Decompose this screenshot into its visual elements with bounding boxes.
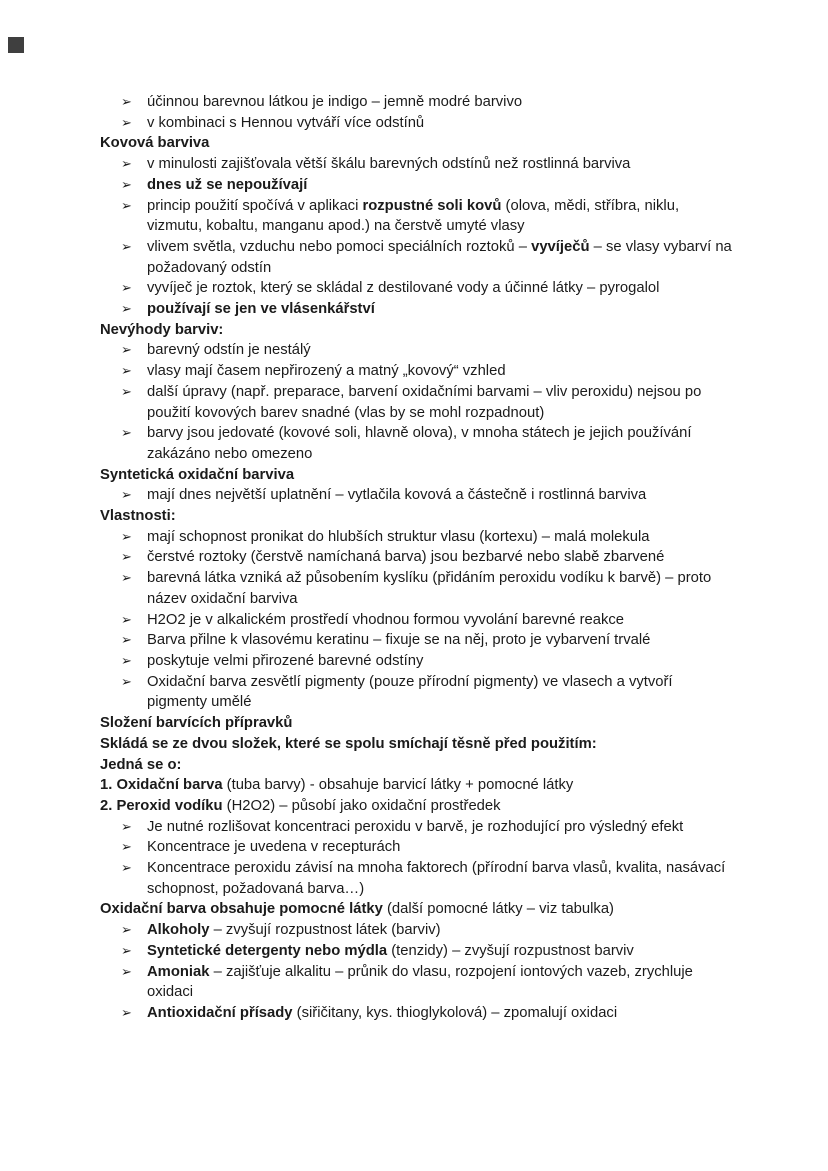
text-segment: princip použití spočívá v aplikaci xyxy=(147,197,363,214)
text-segment: Složení barvících přípravků xyxy=(100,715,293,732)
text-segment: (siřičitany, kys. thioglykolová) – zpomalují oxidaci xyxy=(292,1004,618,1021)
text-segment: Oxidační barva obsahuje pomocné látky xyxy=(100,901,383,918)
bullet-arrow-icon: ➢ xyxy=(121,652,132,668)
text-segment: Kovová barviva xyxy=(100,135,210,152)
paragraph xyxy=(100,899,736,920)
bullet-item xyxy=(100,340,736,361)
text-segment: Vlastnosti: xyxy=(100,508,176,525)
bullet-arrow-icon: ➢ xyxy=(121,280,132,296)
bullet-item xyxy=(100,527,736,548)
bullet-arrow-icon: ➢ xyxy=(121,301,132,317)
heading xyxy=(100,713,736,734)
text-segment: Amoniak xyxy=(147,963,210,980)
text-segment: Je nutné rozlišovat koncentraci peroxidu v barvě, je rozhodující pro výsledný efekt xyxy=(147,818,684,835)
bullet-arrow-icon: ➢ xyxy=(121,94,132,109)
text-segment: Skládá se ze dvou složek, které se spolu smíchají těsně před použitím: xyxy=(100,735,597,752)
bullet-item xyxy=(100,485,736,506)
bullet-arrow-icon: ➢ xyxy=(121,528,132,544)
bullet-item xyxy=(100,920,736,941)
text-segment: čerstvé roztoky (čerstvě namíchaná barva) jsou bezbarvé nebo slabě zbarvené xyxy=(147,549,665,566)
bullet-item xyxy=(100,941,736,962)
bullet-arrow-icon: ➢ xyxy=(121,425,132,441)
bullet-item xyxy=(100,237,736,278)
heading xyxy=(100,320,736,341)
text-segment: 2. Peroxid vodíku xyxy=(100,797,223,814)
bullet-arrow-icon: ➢ xyxy=(121,839,132,855)
bullet-item xyxy=(100,672,736,713)
text-segment: Alkoholy xyxy=(147,922,210,939)
text-segment: Antioxidační přísady xyxy=(147,1004,293,1021)
bullet-arrow-icon: ➢ xyxy=(121,197,132,213)
bullet-item xyxy=(100,962,736,1003)
text-segment: Koncentrace je uvedena v recepturách xyxy=(147,839,401,856)
text-segment: mají schopnost pronikat do hlubších struktur vlasu (kortexu) – malá molekula xyxy=(147,528,650,545)
text-segment: v minulosti zajišťovala větší škálu barevných odstínů než rostlinná barviva xyxy=(147,156,631,173)
text-segment: poskytuje velmi přirozené barevné odstíny xyxy=(147,652,424,669)
bullet-arrow-icon: ➢ xyxy=(121,632,132,648)
bullet-arrow-icon: ➢ xyxy=(121,363,132,379)
text-segment: dnes už se nepoužívají xyxy=(147,176,308,193)
text-segment: účinnou barevnou látkou je indigo – jemně modré barvivo xyxy=(147,94,523,110)
bullet-item xyxy=(100,92,736,113)
bullet-item xyxy=(100,630,736,651)
bullet-arrow-icon: ➢ xyxy=(121,487,132,503)
text-segment: (tenzidy) – zvyšují rozpustnost barviv xyxy=(387,942,634,959)
heading xyxy=(100,465,736,486)
text-segment: Nevýhody barviv: xyxy=(100,321,224,338)
bullet-arrow-icon: ➢ xyxy=(121,860,132,876)
paragraph xyxy=(100,796,736,817)
text-segment: barvy jsou jedovaté (kovové soli, hlavně olova), v mnoha státech je jejich používání zakázáno nebo omezeno xyxy=(147,425,692,462)
bullet-arrow-icon: ➢ xyxy=(121,922,132,938)
text-segment: používají se jen ve vlásenkářství xyxy=(147,301,375,318)
text-segment: další úpravy (např. preparace, barvení oxidačními barvami – vliv peroxidu) nejsou po použití kovových barev snadné (vlas by se mohl rozpadnout) xyxy=(147,383,702,421)
text-segment: vlasy mají časem nepřirozený a matný „kovový“ vzhled xyxy=(147,363,506,380)
text-segment: vyvíječů xyxy=(531,238,590,255)
text-segment: – se vlasy vybarví na požadovaný odstín xyxy=(147,238,732,276)
text-segment: Koncentrace peroxidu závisí na mnoha faktorech (přírodní barva vlasů, kvalita, nasávací schopnost, požadovaná barva…) xyxy=(147,860,726,897)
text-segment: Oxidační barva zesvětlí pigmenty (pouze přírodní pigmenty) ve vlasech a vytvoří pigmenty umělé xyxy=(147,673,673,711)
text-segment: H2O2 je v alkalickém prostředí vhodnou formou vyvolání barevné reakce xyxy=(147,611,625,628)
bullet-item xyxy=(100,196,736,237)
bullet-arrow-icon: ➢ xyxy=(121,963,132,979)
text-segment: Barva přilne k vlasovému keratinu – fixuje se na něj, proto je vybarvení trvalé xyxy=(147,632,651,649)
text-segment: – zvyšují rozpustnost látek (barviv) xyxy=(209,922,441,939)
document-body xyxy=(100,92,736,1024)
text-segment: (olova, mědi, stříbra, niklu, vizmutu, kobaltu, manganu apod.) na čerstvě umyté vlasy xyxy=(147,197,680,235)
bullet-arrow-icon: ➢ xyxy=(121,818,132,834)
bullet-arrow-icon: ➢ xyxy=(121,238,132,254)
bullet-arrow-icon: ➢ xyxy=(121,611,132,627)
bullet-arrow-icon: ➢ xyxy=(121,673,132,689)
text-segment: Syntetická oxidační barviva xyxy=(100,466,295,483)
bullet-item xyxy=(100,299,736,320)
text-segment: barevný odstín je nestálý xyxy=(147,342,311,359)
bullet-arrow-icon: ➢ xyxy=(121,383,132,399)
text-segment: Jedná se o: xyxy=(100,756,182,773)
bullet-item xyxy=(100,382,736,423)
bullet-item xyxy=(100,154,736,175)
bullet-item xyxy=(100,858,736,899)
bullet-item xyxy=(100,837,736,858)
text-segment: vlivem světla, vzduchu nebo pomoci speciálních roztoků – xyxy=(147,238,532,255)
paragraph xyxy=(100,775,736,796)
text-segment: rozpustné soli kovů xyxy=(362,197,502,214)
bullet-arrow-icon: ➢ xyxy=(121,156,132,172)
heading xyxy=(100,734,736,755)
text-segment: Syntetické detergenty nebo mýdla xyxy=(147,942,388,959)
bullet-item xyxy=(100,113,736,134)
text-segment: mají dnes největší uplatnění – vytlačila kovová a částečně i rostlinná barviva xyxy=(147,487,647,504)
bullet-item xyxy=(100,651,736,672)
bullet-item xyxy=(100,175,736,196)
bullet-arrow-icon: ➢ xyxy=(121,549,132,565)
page-corner-mark xyxy=(8,37,24,53)
bullet-arrow-icon: ➢ xyxy=(121,1004,132,1020)
text-segment: (H2O2) – působí jako oxidační prostředek xyxy=(222,797,501,814)
heading xyxy=(100,133,736,154)
bullet-item xyxy=(100,423,736,464)
text-segment: 1. Oxidační barva xyxy=(100,777,223,794)
bullet-arrow-icon: ➢ xyxy=(121,942,132,958)
bullet-arrow-icon: ➢ xyxy=(121,570,132,586)
bullet-arrow-icon: ➢ xyxy=(121,114,132,130)
bullet-item xyxy=(100,547,736,568)
text-segment: vyvíječ je roztok, který se skládal z destilované vody a účinné látky – pyrogalol xyxy=(147,280,660,297)
text-segment: (tuba barvy) - obsahuje barvicí látky + pomocné látky xyxy=(222,777,574,794)
bullet-arrow-icon: ➢ xyxy=(121,342,132,358)
bullet-item xyxy=(100,1003,736,1024)
bullet-item xyxy=(100,278,736,299)
bullet-item xyxy=(100,817,736,838)
bullet-arrow-icon: ➢ xyxy=(121,176,132,192)
bullet-item xyxy=(100,610,736,631)
text-segment: barevná látka vzniká až působením kyslíku (přidáním peroxidu vodíku k barvě) – proto název oxidační barviva xyxy=(147,570,712,607)
bullet-item xyxy=(100,568,736,609)
text-segment: (další pomocné látky – viz tabulka) xyxy=(382,901,614,918)
bullet-item xyxy=(100,361,736,382)
heading xyxy=(100,755,736,776)
heading xyxy=(100,506,736,527)
text-segment: – zajišťuje alkalitu – průnik do vlasu, rozpojení iontových vazeb, zrychluje oxidaci xyxy=(147,963,693,1001)
text-segment: v kombinaci s Hennou vytváří více odstínů xyxy=(147,114,425,131)
